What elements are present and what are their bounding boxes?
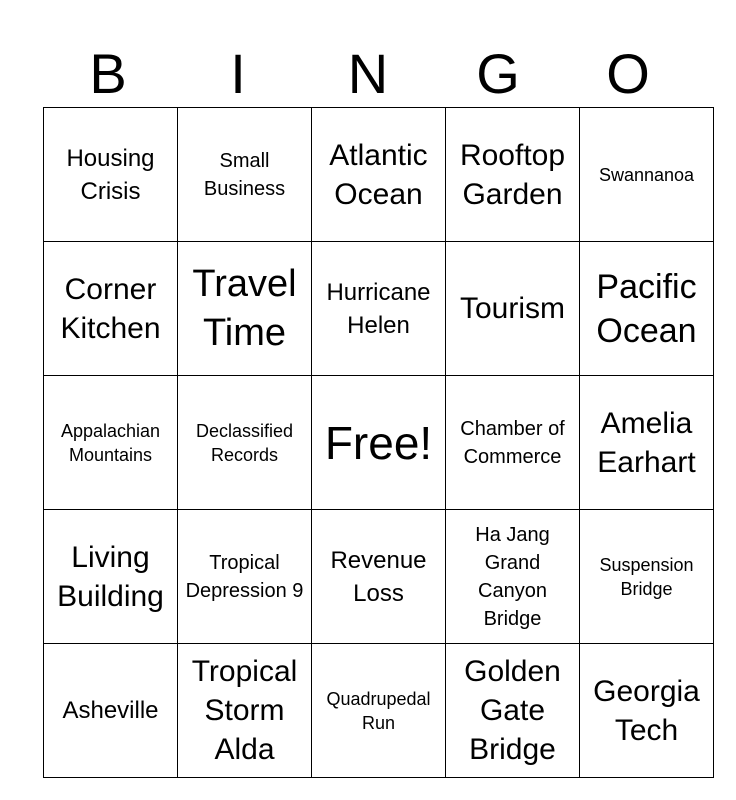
bingo-cell[interactable]: Tropical Storm Alda — [178, 644, 312, 778]
bingo-row — [44, 108, 714, 242]
bingo-row — [44, 242, 714, 376]
bingo-cell[interactable]: Golden Gate Bridge — [446, 644, 580, 778]
header-letter-n: N — [347, 42, 389, 105]
bingo-cell[interactable]: Revenue Loss — [312, 510, 446, 644]
bingo-row — [44, 376, 714, 510]
bingo-cell[interactable]: Swannanoa — [580, 108, 714, 242]
bingo-cell[interactable]: Small Business — [178, 108, 312, 242]
bingo-row — [44, 644, 714, 778]
bingo-cell[interactable]: Declassified Records — [178, 376, 312, 510]
bingo-cell[interactable]: Atlantic Ocean — [312, 108, 446, 242]
header-letter-o: O — [606, 42, 650, 105]
bingo-cell[interactable]: Quadrupedal Run — [312, 644, 446, 778]
bingo-cell[interactable]: Rooftop Garden — [446, 108, 580, 242]
bingo-cell[interactable]: Georgia Tech — [580, 644, 714, 778]
header-letter-g: G — [476, 42, 520, 105]
bingo-cell[interactable]: Living Building — [44, 510, 178, 644]
bingo-header — [43, 40, 693, 108]
free-space-cell[interactable]: Free! — [312, 376, 446, 510]
bingo-cell[interactable]: Pacific Ocean — [580, 242, 714, 376]
header-letter-i: I — [230, 42, 246, 105]
bingo-cell[interactable]: Tropical Depression 9 — [178, 510, 312, 644]
bingo-cell[interactable]: Travel Time — [178, 242, 312, 376]
bingo-cell[interactable]: Asheville — [44, 644, 178, 778]
bingo-cell[interactable]: Chamber of Commerce — [446, 376, 580, 510]
bingo-cell[interactable]: Corner Kitchen — [44, 242, 178, 376]
bingo-cell[interactable]: Amelia Earhart — [580, 376, 714, 510]
bingo-cell[interactable]: Tourism — [446, 242, 580, 376]
header-letter-b: B — [89, 42, 127, 105]
bingo-cell[interactable]: Suspension Bridge — [580, 510, 714, 644]
bingo-cell[interactable]: Appalachian Mountains — [44, 376, 178, 510]
bingo-row — [44, 510, 714, 644]
bingo-card — [43, 107, 714, 778]
bingo-cell[interactable]: Ha Jang Grand Canyon Bridge — [446, 510, 580, 644]
bingo-cell[interactable]: Housing Crisis — [44, 108, 178, 242]
bingo-cell[interactable]: Hurricane Helen — [312, 242, 446, 376]
